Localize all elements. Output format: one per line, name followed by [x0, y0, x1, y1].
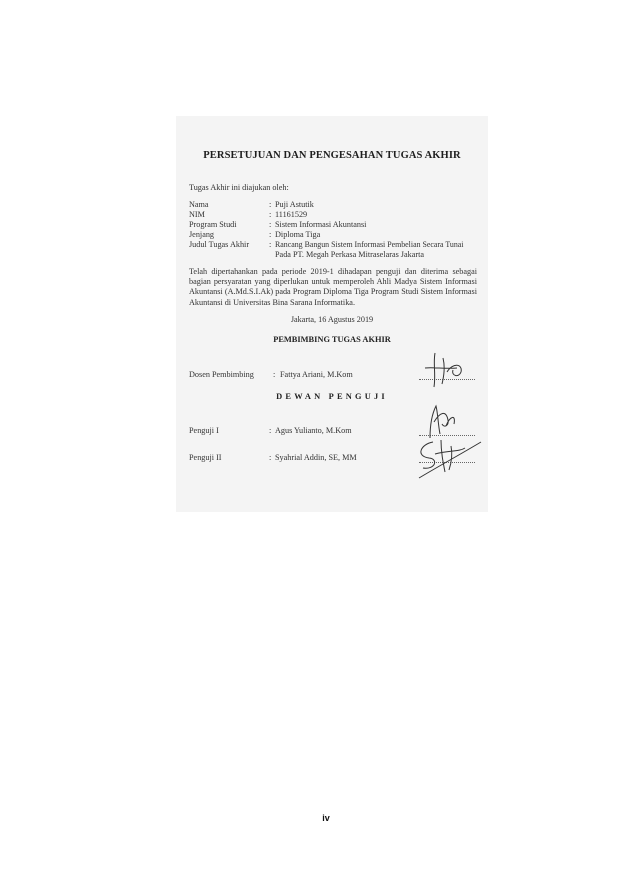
- field-label-nim: NIM: [189, 210, 205, 219]
- field-value-nama: Puji Astutik: [275, 200, 314, 209]
- field-label-nama: Nama: [189, 200, 209, 209]
- examiner-1-name: Agus Yulianto, M.Kom: [275, 426, 352, 435]
- field-label-judul: Judul Tugas Akhir: [189, 240, 250, 249]
- field-label-jenjang: Jenjang: [189, 230, 215, 239]
- field-value-nim: 11161529: [275, 210, 308, 219]
- field-label-program-studi: Program Studi: [189, 220, 237, 229]
- place-date: Jakarta, 16 Agustus 2019: [290, 315, 374, 324]
- examiner-1-label: Penguji I: [189, 426, 219, 435]
- field-value-judul-line2: Pada PT. Megah Perkasa Mitraselaras Jakarta: [275, 250, 424, 259]
- supervisor-label: Dosen Pembimbing: [189, 370, 254, 379]
- intro-text: Tugas Akhir ini diajukan oleh:: [189, 183, 289, 192]
- field-colon: :: [269, 220, 272, 229]
- document-title: PERSETUJUAN DAN PENGESAHAN TUGAS AKHIR: [203, 150, 461, 161]
- supervisor-heading: PEMBIMBING TUGAS AKHIR: [273, 335, 391, 344]
- examiner-2-label: Penguji II: [189, 453, 222, 462]
- field-colon: :: [269, 453, 272, 462]
- field-colon: :: [269, 200, 272, 209]
- field-colon: :: [269, 240, 272, 249]
- examiner-2-signature: [405, 436, 485, 480]
- page-number: iv: [322, 813, 330, 823]
- supervisor-signature: [415, 350, 475, 390]
- field-colon: :: [269, 210, 272, 219]
- field-colon: :: [269, 230, 272, 239]
- examiner-2-name: Syahrial Addin, SE, MM: [275, 453, 357, 462]
- field-value-jenjang: Diploma Tiga: [275, 230, 321, 239]
- approval-paragraph: Telah dipertahankan pada periode 2019-1 dihadapan penguji dan diterima sebagai bagian persyaratan yang diperlukan untuk memperoleh Ahli Madya Sistem Informasi Akuntansi (A.Md.S.I.Ak) pada Program Diploma Tiga Program Studi Sistem Informasi Akuntansi di Universitas Bina Sarana Informatika.: [189, 267, 477, 307]
- field-colon: :: [273, 370, 276, 379]
- field-colon: :: [269, 426, 272, 435]
- supervisor-name: Fattya Ariani, M.Kom: [280, 370, 353, 379]
- board-heading: DEWAN PENGUJI: [276, 392, 388, 401]
- field-value-judul: Rancang Bangun Sistem Informasi Pembelian Secara Tunai: [275, 240, 464, 249]
- field-value-program-studi: Sistem Informasi Akuntansi: [275, 220, 367, 229]
